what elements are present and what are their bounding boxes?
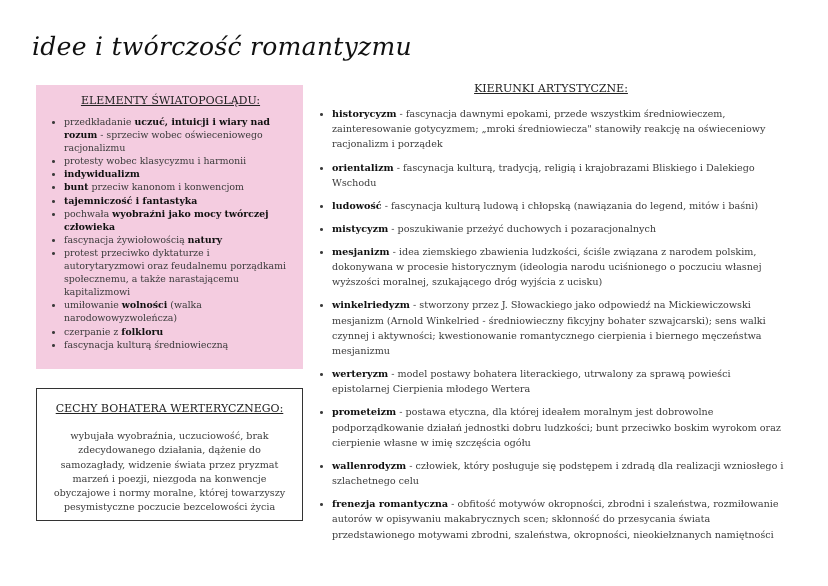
- artistic-direction-item: [332, 222, 791, 237]
- werther-hero-heading: CECHY BOHATERA WERTERYCZNEGO:: [55, 402, 284, 415]
- item-text: czerpanie z: [64, 326, 122, 338]
- item-text: umiłowanie: [64, 300, 122, 312]
- direction-description: - fascynacja kulturą ludową i chłopską (nawiązania do legend, mitów i baśni): [381, 200, 759, 212]
- item-text: przeciw kanonom i konwencjom: [88, 182, 244, 194]
- item-bold-text: natury: [187, 234, 223, 246]
- item-text: protest przeciwko dyktaturze i autorytaryzmowi oraz feudalnemu porządkami społecznemu, a także narastającemu kapitalizmowi: [64, 247, 287, 299]
- werther-hero-box: [36, 388, 303, 521]
- direction-description: - poszukiwanie przeżyć duchowych i pozaracjonalnych: [388, 223, 657, 235]
- direction-description: - stworzony przez J. Słowackiego jako odpowiedź na Mickiewiczowski mesjanizm (Arnold Winkelried - średniowieczny fikcyjny bohater szwajcarski); sens walki czynnej i aktywności; kwestionowanie romantycznego cierpienia i biernego męczeństwa mesjanizmu: [332, 300, 766, 358]
- artistic-direction-item: [332, 161, 791, 191]
- item-bold-text: tajemniczość i fantastyka: [64, 195, 198, 207]
- item-text: fascynacja żywiołowością: [64, 234, 188, 246]
- worldview-element-item: [64, 208, 293, 234]
- werther-hero-text: wybujała wyobraźnia, uczuciowość, brak zdecydowanego działania, dążenie do samozagłady, widzenie świata przez pryzmat marzeń i poezji, niezgoda na konwencje obyczajowe i normy moralne, której towarzyszy pesymistyczne poczucie bezcelowości życia: [53, 431, 286, 514]
- worldview-element-item: [64, 181, 293, 194]
- item-text: protesty wobec klasycyzmu i harmonii: [64, 156, 247, 168]
- item-text: fascynacja kulturą średniowieczną: [64, 339, 229, 351]
- direction-description: - idea ziemskiego zbawienia ludzkości, ściśle związana z narodem polskim, dokonywana w procesie historycznym (ideologia narodu uciśnionego o poczuciu własnej wyższości moralnej, szukającego dróg wyjścia z ucisku): [332, 246, 762, 289]
- worldview-elements-list: [48, 116, 293, 352]
- worldview-elements-heading: ELEMENTY ŚWIATOPOGLĄDU:: [80, 94, 261, 107]
- page-title: idee i twórczość romantyzmu: [32, 32, 412, 61]
- direction-term: winkelriedyzm: [332, 300, 410, 312]
- direction-term: historycyzm: [332, 109, 397, 120]
- artistic-direction-item: [332, 107, 791, 153]
- direction-description: - postawa etyczna, dla której ideałem moralnym jest dobrowolne podporządkowanie działań jednostki dobru ludzkości; bunt przeciwko boskim wyrokom oraz cierpienie własne w imię szczęścia ogółu: [332, 407, 781, 449]
- artistic-direction-item: [332, 367, 791, 397]
- worldview-element-item: [64, 247, 293, 299]
- artistic-direction-item: [332, 245, 791, 291]
- artistic-directions-section: [311, 82, 791, 551]
- item-bold-text: indywidualizm: [64, 169, 140, 181]
- direction-term: frenezja romantyczna: [332, 499, 449, 511]
- artistic-direction-item: [332, 459, 791, 489]
- artistic-direction-item: [332, 405, 791, 451]
- direction-term: werteryzm: [332, 369, 389, 381]
- artistic-directions-heading: KIERUNKI ARTYSTYCZNE:: [474, 82, 628, 95]
- worldview-element-item: [64, 155, 293, 168]
- item-text: (walka narodowowyzwoleńcza): [64, 300, 202, 325]
- direction-term: orientalizm: [332, 162, 394, 174]
- artistic-direction-item: [332, 199, 791, 214]
- direction-term: mistycyzm: [332, 223, 389, 235]
- worldview-element-item: [64, 116, 293, 155]
- artistic-direction-item: [332, 497, 791, 543]
- item-bold-text: uczuć, intuicji i wiary nad rozum: [64, 117, 270, 142]
- artistic-directions-list: [311, 107, 791, 543]
- worldview-element-item: [64, 326, 293, 339]
- direction-description: - fascynacja dawnymi epokami, przede wszystkim średniowieczem, zainteresowanie gotycyzmem; „mroki średniowiecza" stanowiły reakcję na oświeceniowy racjonalizm i porządek: [332, 109, 766, 151]
- item-text: przedkładanie: [64, 117, 135, 128]
- direction-description: - obfitość motywów okropności, zbrodni i szaleństwa, rozmiłowanie autorów w opisywaniu makabrycznych scen; skłonność do przesycania świata przedstawionego motywami zbrodni, szaleństwa, okropności, nieokiełznanych namiętności: [332, 499, 779, 541]
- worldview-element-item: [64, 234, 293, 247]
- item-bold-text: wolności: [121, 300, 168, 312]
- worldview-element-item: [64, 195, 293, 208]
- item-text: - sprzeciw wobec oświeceniowego racjonalizmu: [64, 130, 263, 155]
- worldview-element-item: [64, 339, 293, 352]
- direction-term: wallenrodyzm: [332, 460, 407, 472]
- direction-description: - fascynacja kulturą, tradycją, religią i krajobrazami Bliskiego i Dalekiego Wschodu: [332, 162, 755, 189]
- artistic-direction-item: [332, 298, 791, 359]
- direction-description: - model postawy bohatera literackiego, utrwalony za sprawą powieści epistolarnej Cierpienia młodego Wertera: [332, 369, 731, 396]
- direction-term: prometeizm: [332, 407, 397, 419]
- direction-term: mesjanizm: [332, 246, 390, 258]
- worldview-elements-box: [36, 85, 303, 369]
- item-bold-text: wyobraźni jako mocy twórczej człowieka: [64, 208, 269, 233]
- item-bold-text: folkloru: [121, 326, 164, 338]
- direction-description: - człowiek, który posługuje się podstępem i zdradą dla realizacji wzniosłego i szlachetnego celu: [332, 460, 784, 488]
- worldview-element-item: [64, 299, 293, 325]
- item-bold-text: bunt: [64, 182, 89, 194]
- item-text: pochwała: [64, 208, 113, 220]
- direction-term: ludowość: [332, 200, 382, 212]
- worldview-element-item: [64, 168, 293, 181]
